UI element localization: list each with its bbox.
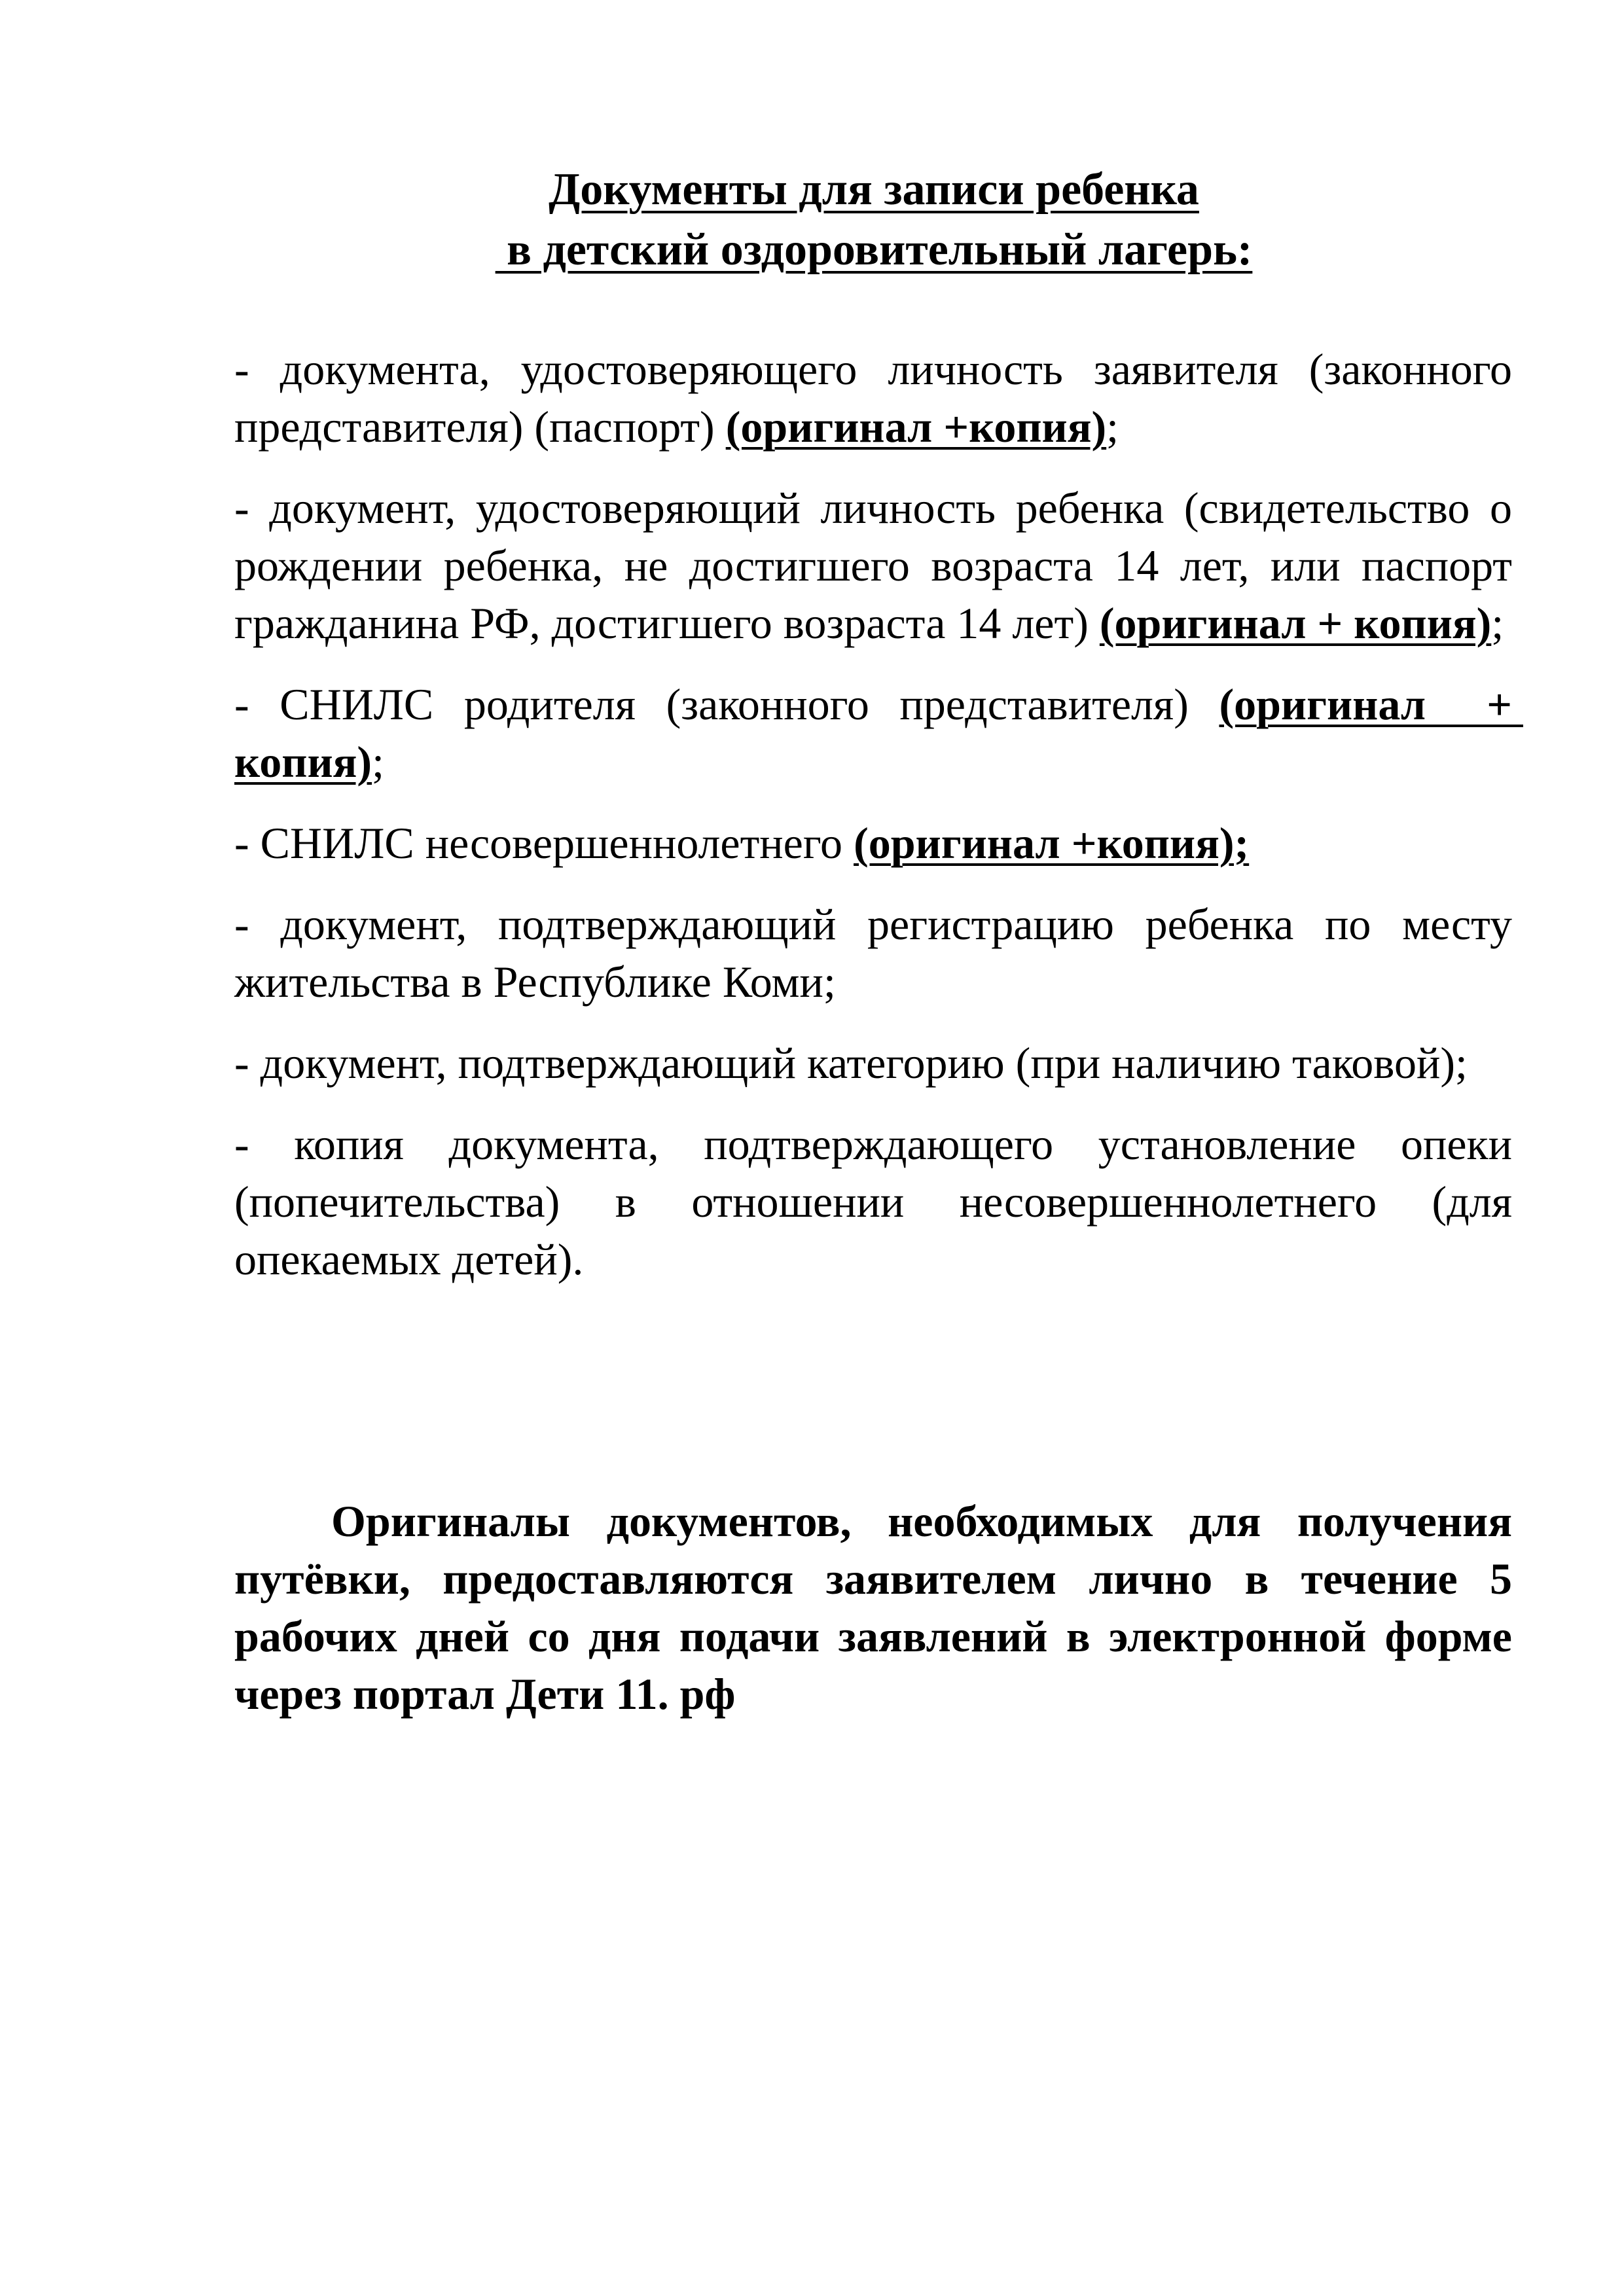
item-text: - СНИЛС несовершеннолетнего: [234, 818, 854, 868]
item-text: - копия документа, подтверждающего установление опеки (попечительства) в отношении несовершеннолетнего (для опекаемых детей).: [234, 1119, 1512, 1284]
list-item: [234, 675, 1523, 791]
list-item: [234, 479, 1512, 652]
item-emphasis: (оригинал + копия): [234, 679, 1523, 787]
item-emphasis: (оригинал + копия): [1099, 598, 1492, 648]
item-emphasis: (оригинал +копия): [725, 402, 1107, 452]
item-text: - документа, удостоверяющего личность заявителя (законного представителя) (паспорт): [234, 344, 1512, 452]
item-emphasis: (оригинал +копия);: [854, 818, 1250, 868]
documents-list: [234, 340, 1523, 1312]
item-suffix: ;: [1106, 402, 1119, 452]
list-item: [234, 895, 1512, 1011]
item-suffix: ;: [1491, 598, 1504, 648]
document-title: [236, 160, 1512, 280]
list-item: [234, 814, 1512, 872]
item-text: - документ, подтверждающий регистрацию ребенка по месту жительства в Республике Коми;: [234, 899, 1512, 1007]
item-text: - документ, удостоверяющий личность ребенка (свидетельство о рождении ребенка, не достигшего возраста 14 лет, или паспорт гражданина РФ, достигшего возраста 14 лет): [234, 483, 1512, 648]
originals-note: Оригиналы документов, необходимых для получения путёвки, предоставляются заявителем лично в течение 5 рабочих дней со дня подачи заявлений в электронной форме через портал Дети 11. рф: [234, 1496, 1512, 1719]
title-line-1: Документы для записи ребенка: [549, 164, 1199, 215]
item-text: - документ, подтверждающий категорию (при наличию таковой);: [234, 1038, 1468, 1088]
list-item: [234, 340, 1512, 456]
item-suffix: ;: [372, 737, 384, 787]
title-line-2: в детский оздоровительный лагерь:: [495, 224, 1253, 275]
list-item: [234, 1115, 1512, 1288]
item-text: - СНИЛС родителя (законного представителя): [234, 679, 1219, 729]
list-item: [234, 1034, 1512, 1092]
